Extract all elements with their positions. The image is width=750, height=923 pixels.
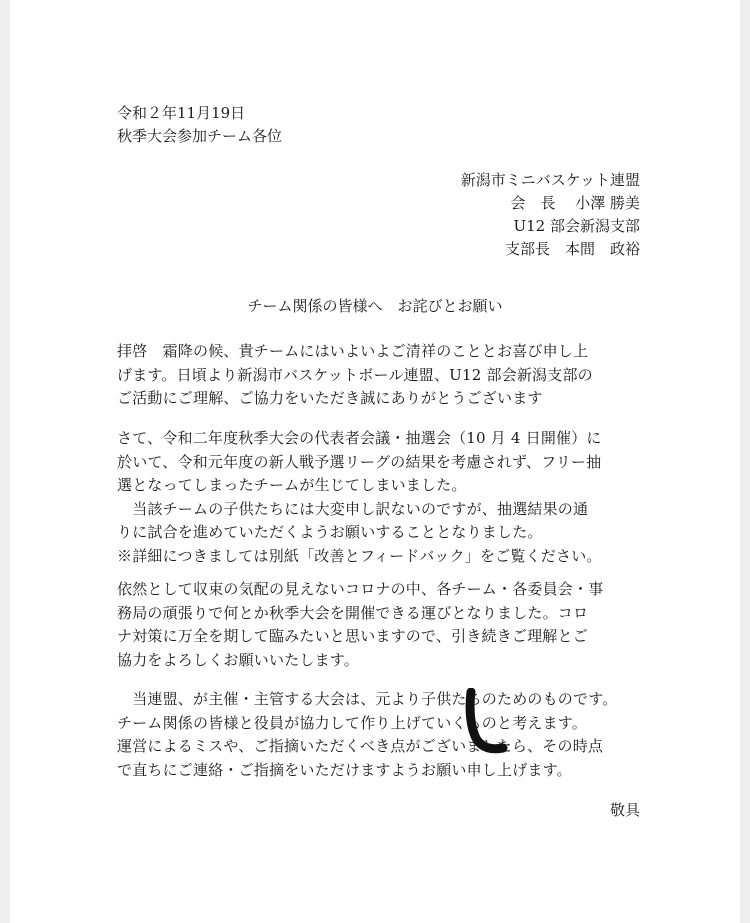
text-line: で直ちにご連絡・ご指摘をいただけますようお願い申し上げます。 bbox=[117, 760, 572, 779]
text-line: チーム関係の皆様と役員が協力して作り上げていくものと考えます。 bbox=[117, 713, 588, 732]
ink-stroke-mark bbox=[465, 688, 510, 758]
document-title: チーム関係の皆様へ お詫びとお願い bbox=[247, 297, 503, 315]
closing-word: 敬具 bbox=[609, 801, 640, 819]
paragraph-lottery bbox=[117, 427, 642, 568]
text-line: 拝啓 霜降の候、貴チームにはいよいよご清祥のこととお喜び申し上 bbox=[117, 342, 589, 360]
sender-org: 新潟市ミニバスケット連盟 bbox=[460, 171, 640, 189]
text-line: りに試合を進めていただくようお願いすることとなりました。 bbox=[117, 523, 543, 541]
text-line: 当該チームの子供たちには大変申し訳ないのですが、抽選結果の通 bbox=[117, 499, 589, 518]
text-line: ご活動にご理解、ご協力をいただき誠にありがとうございます bbox=[117, 389, 543, 407]
text-line: 務局の頑張りで何とか秋季大会を開催できる運びとなりました。コロ bbox=[117, 603, 589, 622]
text-line: 於いて、令和元年度の新人戦予選リーグの結果を考慮されず、フリー抽 bbox=[117, 452, 602, 471]
paragraph-covid bbox=[117, 578, 642, 672]
recipient-line: 秋季大会参加チーム各位 bbox=[117, 127, 283, 145]
text-line: げます。日頃より新潟市バスケットボール連盟、U12 部会新潟支部の bbox=[117, 365, 593, 384]
sender-chair: 会 長 小澤 勝美 bbox=[510, 194, 640, 212]
text-line: 選となってしまったチームが生じてしまいました。 bbox=[117, 476, 467, 494]
text-line: ※詳細につきましては別紙「改善とフィードバック」をご覧ください。 bbox=[117, 546, 602, 565]
sender-branch-head: 支部長 本間 政裕 bbox=[504, 240, 640, 258]
date-line: 令和２年11月19日 bbox=[117, 104, 246, 122]
text-line: 依然として収束の気配の見えないコロナの中、各チーム・各委員会・事 bbox=[117, 580, 604, 598]
sender-branch: U12 部会新潟支部 bbox=[513, 217, 640, 235]
text-line: 協力をよろしくお願いいたします。 bbox=[117, 650, 360, 669]
text-line: さて、令和二年度秋季大会の代表者会議・抽選会（10 月 4 日開催）に bbox=[117, 429, 602, 447]
text-line: ナ対策に万全を期して臨みたいと思いますので、引き続きご理解とご bbox=[117, 627, 588, 645]
paragraph-greeting bbox=[117, 340, 642, 411]
text-line: 運営によるミスや、ご指摘いただくべき点がございましたら、その時点 bbox=[117, 737, 604, 755]
text-line: 当連盟、が主催・主管する大会は、元より子供たちのためのものです。 bbox=[117, 690, 618, 708]
paragraph-request bbox=[117, 688, 642, 782]
document-page bbox=[10, 0, 740, 923]
